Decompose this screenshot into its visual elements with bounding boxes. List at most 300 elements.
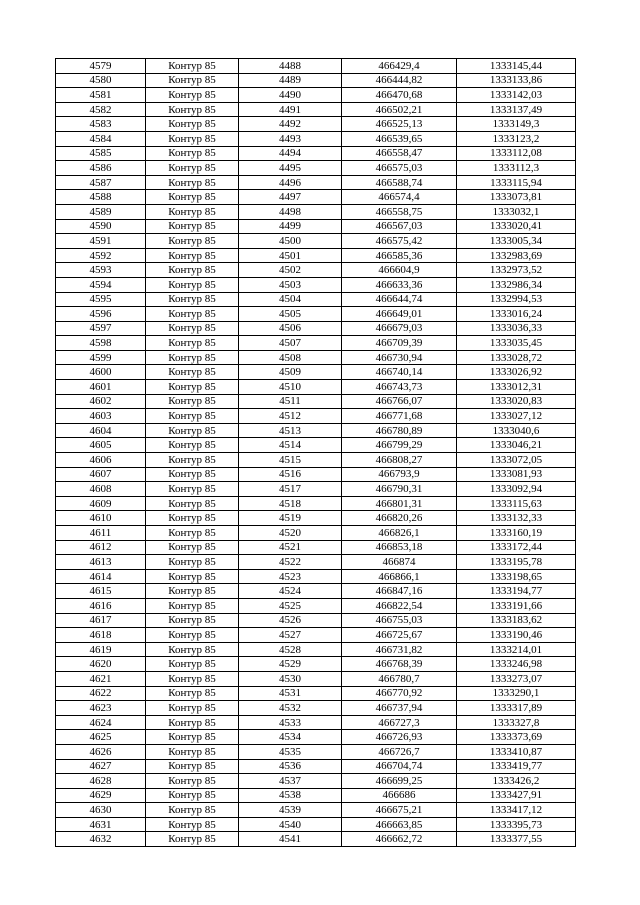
table-row: [56, 73, 576, 88]
x-coordinate-cell: 466575,42: [342, 234, 457, 249]
row-number-cell: 4608: [56, 482, 146, 497]
contour-name-cell: Контур 85: [146, 423, 239, 438]
x-coordinate-cell: 466743,73: [342, 380, 457, 395]
x-coordinate-cell: 466588,74: [342, 175, 457, 190]
y-coordinate-cell: 1332983,69: [457, 248, 576, 263]
contour-name-cell: Контур 85: [146, 715, 239, 730]
contour-name-cell: Контур 85: [146, 263, 239, 278]
row-number-cell: 4584: [56, 131, 146, 146]
row-number-cell: 4605: [56, 438, 146, 453]
table-row: [56, 380, 576, 395]
table-row: [56, 788, 576, 803]
table-row: [56, 263, 576, 278]
point-number-cell: 4504: [239, 292, 342, 307]
contour-name-cell: Контур 85: [146, 628, 239, 643]
point-number-cell: 4506: [239, 321, 342, 336]
contour-name-cell: Контур 85: [146, 613, 239, 628]
table-row: [56, 817, 576, 832]
x-coordinate-cell: 466726,7: [342, 744, 457, 759]
point-number-cell: 4527: [239, 628, 342, 643]
y-coordinate-cell: 1333142,03: [457, 88, 576, 103]
y-coordinate-cell: 1333137,49: [457, 102, 576, 117]
point-number-cell: 4495: [239, 161, 342, 176]
contour-name-cell: Контур 85: [146, 496, 239, 511]
x-coordinate-cell: 466574,4: [342, 190, 457, 205]
contour-name-cell: Контур 85: [146, 555, 239, 570]
point-number-cell: 4540: [239, 817, 342, 832]
row-number-cell: 4590: [56, 219, 146, 234]
point-number-cell: 4497: [239, 190, 342, 205]
row-number-cell: 4623: [56, 701, 146, 716]
point-number-cell: 4507: [239, 336, 342, 351]
row-number-cell: 4592: [56, 248, 146, 263]
x-coordinate-cell: 466755,03: [342, 613, 457, 628]
point-number-cell: 4539: [239, 803, 342, 818]
contour-name-cell: Контур 85: [146, 292, 239, 307]
y-coordinate-cell: 1333198,65: [457, 569, 576, 584]
x-coordinate-cell: 466731,82: [342, 642, 457, 657]
x-coordinate-cell: 466768,39: [342, 657, 457, 672]
y-coordinate-cell: 1333132,33: [457, 511, 576, 526]
table-row: [56, 803, 576, 818]
row-number-cell: 4615: [56, 584, 146, 599]
point-number-cell: 4489: [239, 73, 342, 88]
table-row: [56, 701, 576, 716]
point-number-cell: 4520: [239, 526, 342, 541]
x-coordinate-cell: 466793,9: [342, 467, 457, 482]
point-number-cell: 4536: [239, 759, 342, 774]
contour-name-cell: Контур 85: [146, 642, 239, 657]
point-number-cell: 4526: [239, 613, 342, 628]
x-coordinate-cell: 466470,68: [342, 88, 457, 103]
x-coordinate-cell: 466558,47: [342, 146, 457, 161]
row-number-cell: 4594: [56, 277, 146, 292]
x-coordinate-cell: 466444,82: [342, 73, 457, 88]
point-number-cell: 4523: [239, 569, 342, 584]
contour-name-cell: Контур 85: [146, 336, 239, 351]
row-number-cell: 4628: [56, 774, 146, 789]
contour-name-cell: Контур 85: [146, 584, 239, 599]
point-number-cell: 4538: [239, 788, 342, 803]
y-coordinate-cell: 1333214,01: [457, 642, 576, 657]
row-number-cell: 4627: [56, 759, 146, 774]
table-row: [56, 715, 576, 730]
point-number-cell: 4541: [239, 832, 342, 847]
row-number-cell: 4617: [56, 613, 146, 628]
table-row: [56, 277, 576, 292]
point-number-cell: 4529: [239, 657, 342, 672]
row-number-cell: 4606: [56, 453, 146, 468]
x-coordinate-cell: 466644,74: [342, 292, 457, 307]
y-coordinate-cell: 1333036,33: [457, 321, 576, 336]
contour-name-cell: Контур 85: [146, 671, 239, 686]
row-number-cell: 4603: [56, 409, 146, 424]
point-number-cell: 4533: [239, 715, 342, 730]
contour-name-cell: Контур 85: [146, 482, 239, 497]
point-number-cell: 4492: [239, 117, 342, 132]
x-coordinate-cell: 466649,01: [342, 307, 457, 322]
table-row: [56, 526, 576, 541]
contour-name-cell: Контур 85: [146, 832, 239, 847]
y-coordinate-cell: 1332986,34: [457, 277, 576, 292]
table-row: [56, 453, 576, 468]
x-coordinate-cell: 466575,03: [342, 161, 457, 176]
table-row: [56, 350, 576, 365]
row-number-cell: 4597: [56, 321, 146, 336]
row-number-cell: 4610: [56, 511, 146, 526]
x-coordinate-cell: 466737,94: [342, 701, 457, 716]
point-number-cell: 4512: [239, 409, 342, 424]
contour-name-cell: Контур 85: [146, 774, 239, 789]
point-number-cell: 4521: [239, 540, 342, 555]
row-number-cell: 4632: [56, 832, 146, 847]
contour-name-cell: Контур 85: [146, 409, 239, 424]
contour-name-cell: Контур 85: [146, 817, 239, 832]
y-coordinate-cell: 1333190,46: [457, 628, 576, 643]
coordinates-table-body: [56, 59, 576, 847]
x-coordinate-cell: 466780,7: [342, 671, 457, 686]
contour-name-cell: Контур 85: [146, 350, 239, 365]
y-coordinate-cell: 1333020,83: [457, 394, 576, 409]
table-row: [56, 613, 576, 628]
point-number-cell: 4525: [239, 598, 342, 613]
point-number-cell: 4528: [239, 642, 342, 657]
row-number-cell: 4607: [56, 467, 146, 482]
contour-name-cell: Контур 85: [146, 102, 239, 117]
x-coordinate-cell: 466847,16: [342, 584, 457, 599]
y-coordinate-cell: 1333073,81: [457, 190, 576, 205]
table-row: [56, 409, 576, 424]
contour-name-cell: Контур 85: [146, 438, 239, 453]
y-coordinate-cell: 1333112,08: [457, 146, 576, 161]
x-coordinate-cell: 466853,18: [342, 540, 457, 555]
y-coordinate-cell: 1332973,52: [457, 263, 576, 278]
point-number-cell: 4496: [239, 175, 342, 190]
x-coordinate-cell: 466726,93: [342, 730, 457, 745]
y-coordinate-cell: 1333417,12: [457, 803, 576, 818]
y-coordinate-cell: 1333092,94: [457, 482, 576, 497]
contour-name-cell: Контур 85: [146, 277, 239, 292]
contour-name-cell: Контур 85: [146, 803, 239, 818]
x-coordinate-cell: 466679,03: [342, 321, 457, 336]
contour-name-cell: Контур 85: [146, 788, 239, 803]
y-coordinate-cell: 1333012,31: [457, 380, 576, 395]
contour-name-cell: Контур 85: [146, 321, 239, 336]
point-number-cell: 4514: [239, 438, 342, 453]
table-row: [56, 88, 576, 103]
row-number-cell: 4622: [56, 686, 146, 701]
y-coordinate-cell: 1333377,55: [457, 832, 576, 847]
x-coordinate-cell: 466801,31: [342, 496, 457, 511]
row-number-cell: 4588: [56, 190, 146, 205]
y-coordinate-cell: 1333410,87: [457, 744, 576, 759]
contour-name-cell: Контур 85: [146, 453, 239, 468]
y-coordinate-cell: 1333040,6: [457, 423, 576, 438]
row-number-cell: 4611: [56, 526, 146, 541]
point-number-cell: 4502: [239, 263, 342, 278]
table-row: [56, 219, 576, 234]
row-number-cell: 4587: [56, 175, 146, 190]
x-coordinate-cell: 466525,13: [342, 117, 457, 132]
coordinates-table: [55, 58, 576, 847]
x-coordinate-cell: 466822,54: [342, 598, 457, 613]
y-coordinate-cell: 1333112,3: [457, 161, 576, 176]
table-row: [56, 671, 576, 686]
table-row: [56, 423, 576, 438]
x-coordinate-cell: 466709,39: [342, 336, 457, 351]
table-row: [56, 307, 576, 322]
point-number-cell: 4508: [239, 350, 342, 365]
x-coordinate-cell: 466740,14: [342, 365, 457, 380]
table-row: [56, 511, 576, 526]
contour-name-cell: Контур 85: [146, 248, 239, 263]
row-number-cell: 4619: [56, 642, 146, 657]
point-number-cell: 4490: [239, 88, 342, 103]
table-row: [56, 467, 576, 482]
table-row: [56, 642, 576, 657]
y-coordinate-cell: 1333427,91: [457, 788, 576, 803]
x-coordinate-cell: 466699,25: [342, 774, 457, 789]
row-number-cell: 4624: [56, 715, 146, 730]
table-row: [56, 569, 576, 584]
point-number-cell: 4531: [239, 686, 342, 701]
row-number-cell: 4604: [56, 423, 146, 438]
y-coordinate-cell: 1333395,73: [457, 817, 576, 832]
row-number-cell: 4630: [56, 803, 146, 818]
row-number-cell: 4585: [56, 146, 146, 161]
y-coordinate-cell: 1333317,89: [457, 701, 576, 716]
x-coordinate-cell: 466730,94: [342, 350, 457, 365]
y-coordinate-cell: 1333160,19: [457, 526, 576, 541]
row-number-cell: 4600: [56, 365, 146, 380]
table-row: [56, 102, 576, 117]
x-coordinate-cell: 466558,75: [342, 204, 457, 219]
row-number-cell: 4593: [56, 263, 146, 278]
contour-name-cell: Контур 85: [146, 744, 239, 759]
x-coordinate-cell: 466766,07: [342, 394, 457, 409]
row-number-cell: 4618: [56, 628, 146, 643]
row-number-cell: 4626: [56, 744, 146, 759]
point-number-cell: 4500: [239, 234, 342, 249]
contour-name-cell: Контур 85: [146, 175, 239, 190]
contour-name-cell: Контур 85: [146, 73, 239, 88]
contour-name-cell: Контур 85: [146, 569, 239, 584]
x-coordinate-cell: 466725,67: [342, 628, 457, 643]
x-coordinate-cell: 466429,4: [342, 59, 457, 74]
row-number-cell: 4589: [56, 204, 146, 219]
contour-name-cell: Контур 85: [146, 88, 239, 103]
row-number-cell: 4620: [56, 657, 146, 672]
point-number-cell: 4499: [239, 219, 342, 234]
x-coordinate-cell: 466874: [342, 555, 457, 570]
contour-name-cell: Контур 85: [146, 307, 239, 322]
y-coordinate-cell: 1333072,05: [457, 453, 576, 468]
y-coordinate-cell: 1333032,1: [457, 204, 576, 219]
y-coordinate-cell: 1332994,53: [457, 292, 576, 307]
x-coordinate-cell: 466675,21: [342, 803, 457, 818]
y-coordinate-cell: 1333123,2: [457, 131, 576, 146]
row-number-cell: 4586: [56, 161, 146, 176]
y-coordinate-cell: 1333046,21: [457, 438, 576, 453]
row-number-cell: 4631: [56, 817, 146, 832]
row-number-cell: 4580: [56, 73, 146, 88]
table-row: [56, 759, 576, 774]
row-number-cell: 4596: [56, 307, 146, 322]
table-row: [56, 598, 576, 613]
y-coordinate-cell: 1333020,41: [457, 219, 576, 234]
y-coordinate-cell: 1333419,77: [457, 759, 576, 774]
row-number-cell: 4602: [56, 394, 146, 409]
x-coordinate-cell: 466585,36: [342, 248, 457, 263]
point-number-cell: 4511: [239, 394, 342, 409]
table-row: [56, 628, 576, 643]
row-number-cell: 4612: [56, 540, 146, 555]
x-coordinate-cell: 466727,3: [342, 715, 457, 730]
y-coordinate-cell: 1333016,24: [457, 307, 576, 322]
y-coordinate-cell: 1333115,63: [457, 496, 576, 511]
table-row: [56, 774, 576, 789]
contour-name-cell: Контур 85: [146, 701, 239, 716]
contour-name-cell: Контур 85: [146, 59, 239, 74]
table-row: [56, 540, 576, 555]
x-coordinate-cell: 466771,68: [342, 409, 457, 424]
row-number-cell: 4629: [56, 788, 146, 803]
row-number-cell: 4583: [56, 117, 146, 132]
row-number-cell: 4621: [56, 671, 146, 686]
point-number-cell: 4530: [239, 671, 342, 686]
row-number-cell: 4599: [56, 350, 146, 365]
x-coordinate-cell: 466808,27: [342, 453, 457, 468]
point-number-cell: 4518: [239, 496, 342, 511]
point-number-cell: 4517: [239, 482, 342, 497]
row-number-cell: 4579: [56, 59, 146, 74]
point-number-cell: 4535: [239, 744, 342, 759]
point-number-cell: 4498: [239, 204, 342, 219]
point-number-cell: 4534: [239, 730, 342, 745]
x-coordinate-cell: 466633,36: [342, 277, 457, 292]
contour-name-cell: Контур 85: [146, 219, 239, 234]
x-coordinate-cell: 466604,9: [342, 263, 457, 278]
table-row: [56, 146, 576, 161]
contour-name-cell: Контур 85: [146, 598, 239, 613]
x-coordinate-cell: 466567,03: [342, 219, 457, 234]
y-coordinate-cell: 1333373,69: [457, 730, 576, 745]
table-row: [56, 438, 576, 453]
row-number-cell: 4625: [56, 730, 146, 745]
point-number-cell: 4493: [239, 131, 342, 146]
contour-name-cell: Контур 85: [146, 730, 239, 745]
x-coordinate-cell: 466663,85: [342, 817, 457, 832]
point-number-cell: 4513: [239, 423, 342, 438]
x-coordinate-cell: 466790,31: [342, 482, 457, 497]
row-number-cell: 4598: [56, 336, 146, 351]
table-row: [56, 657, 576, 672]
point-number-cell: 4494: [239, 146, 342, 161]
y-coordinate-cell: 1333026,92: [457, 365, 576, 380]
y-coordinate-cell: 1333195,78: [457, 555, 576, 570]
y-coordinate-cell: 1333081,93: [457, 467, 576, 482]
point-number-cell: 4491: [239, 102, 342, 117]
contour-name-cell: Контур 85: [146, 540, 239, 555]
table-row: [56, 832, 576, 847]
contour-name-cell: Контур 85: [146, 131, 239, 146]
contour-name-cell: Контур 85: [146, 526, 239, 541]
x-coordinate-cell: 466866,1: [342, 569, 457, 584]
point-number-cell: 4510: [239, 380, 342, 395]
y-coordinate-cell: 1333172,44: [457, 540, 576, 555]
contour-name-cell: Контур 85: [146, 467, 239, 482]
table-row: [56, 744, 576, 759]
x-coordinate-cell: 466502,21: [342, 102, 457, 117]
table-row: [56, 555, 576, 570]
x-coordinate-cell: 466820,26: [342, 511, 457, 526]
table-row: [56, 248, 576, 263]
y-coordinate-cell: 1333327,8: [457, 715, 576, 730]
y-coordinate-cell: 1333149,3: [457, 117, 576, 132]
contour-name-cell: Контур 85: [146, 657, 239, 672]
contour-name-cell: Контур 85: [146, 511, 239, 526]
row-number-cell: 4614: [56, 569, 146, 584]
y-coordinate-cell: 1333191,66: [457, 598, 576, 613]
contour-name-cell: Контур 85: [146, 759, 239, 774]
table-row: [56, 730, 576, 745]
point-number-cell: 4515: [239, 453, 342, 468]
contour-name-cell: Контур 85: [146, 394, 239, 409]
row-number-cell: 4613: [56, 555, 146, 570]
point-number-cell: 4488: [239, 59, 342, 74]
y-coordinate-cell: 1333133,86: [457, 73, 576, 88]
table-row: [56, 584, 576, 599]
point-number-cell: 4524: [239, 584, 342, 599]
row-number-cell: 4591: [56, 234, 146, 249]
x-coordinate-cell: 466770,92: [342, 686, 457, 701]
point-number-cell: 4509: [239, 365, 342, 380]
table-row: [56, 234, 576, 249]
table-row: [56, 496, 576, 511]
row-number-cell: 4616: [56, 598, 146, 613]
y-coordinate-cell: 1333028,72: [457, 350, 576, 365]
row-number-cell: 4601: [56, 380, 146, 395]
table-row: [56, 204, 576, 219]
x-coordinate-cell: 466780,89: [342, 423, 457, 438]
y-coordinate-cell: 1333115,94: [457, 175, 576, 190]
y-coordinate-cell: 1333035,45: [457, 336, 576, 351]
x-coordinate-cell: 466662,72: [342, 832, 457, 847]
x-coordinate-cell: 466826,1: [342, 526, 457, 541]
contour-name-cell: Контур 85: [146, 161, 239, 176]
table-row: [56, 131, 576, 146]
x-coordinate-cell: 466799,29: [342, 438, 457, 453]
y-coordinate-cell: 1333290,1: [457, 686, 576, 701]
table-row: [56, 394, 576, 409]
point-number-cell: 4537: [239, 774, 342, 789]
contour-name-cell: Контур 85: [146, 380, 239, 395]
contour-name-cell: Контур 85: [146, 146, 239, 161]
table-row: [56, 321, 576, 336]
contour-name-cell: Контур 85: [146, 190, 239, 205]
y-coordinate-cell: 1333027,12: [457, 409, 576, 424]
point-number-cell: 4505: [239, 307, 342, 322]
y-coordinate-cell: 1333145,44: [457, 59, 576, 74]
row-number-cell: 4581: [56, 88, 146, 103]
table-row: [56, 686, 576, 701]
y-coordinate-cell: 1333273,07: [457, 671, 576, 686]
y-coordinate-cell: 1333005,34: [457, 234, 576, 249]
contour-name-cell: Контур 85: [146, 686, 239, 701]
y-coordinate-cell: 1333194,77: [457, 584, 576, 599]
point-number-cell: 4532: [239, 701, 342, 716]
x-coordinate-cell: 466704,74: [342, 759, 457, 774]
